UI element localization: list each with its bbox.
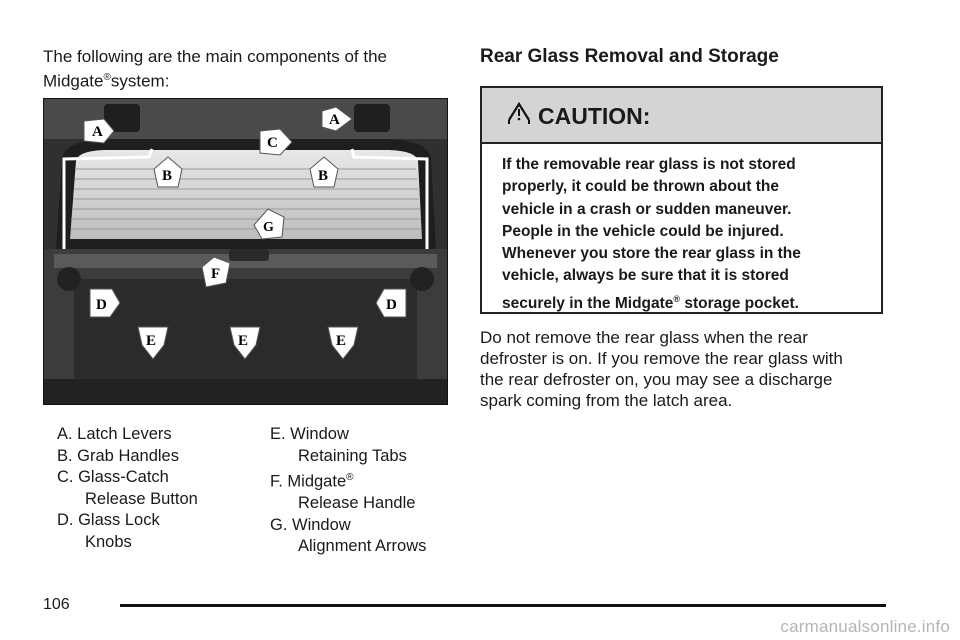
legend-item-e-cont: Retaining Tabs <box>298 446 407 465</box>
callout-letter: E <box>238 333 249 349</box>
legend-item-c-cont: Release Button <box>85 489 198 508</box>
callout-e-3 <box>326 325 360 366</box>
callout-e-2 <box>228 325 262 366</box>
watermark: carmanualsonline.info <box>780 617 950 636</box>
caution-line: People in the vehicle could be injured. <box>502 222 784 240</box>
caution-line-text: securely in the Midgate <box>502 294 674 312</box>
callout-e-1 <box>136 325 170 366</box>
legend-item-f-text: F. Midgate <box>270 472 347 491</box>
paragraph-line: Do not remove the rear glass when the rear <box>480 328 808 347</box>
caution-line: properly, it could be thrown about the <box>502 178 779 196</box>
legend-item-d-cont: Knobs <box>85 532 132 551</box>
caution-box <box>480 86 883 314</box>
registered-mark: ® <box>103 72 111 83</box>
legend-column-left <box>57 424 257 553</box>
callout-letter: A <box>92 124 103 140</box>
legend-item-b: B. Grab Handles <box>57 446 179 465</box>
callout-letter: E <box>146 333 157 349</box>
paragraph-line: defroster is on. If you remove the rear glass with <box>480 349 843 368</box>
callout-letter: E <box>336 333 347 349</box>
legend-item-f-cont: Release Handle <box>298 494 416 512</box>
caution-body <box>482 144 881 315</box>
intro-text-part: The following are the main components of the Midgate <box>43 47 387 91</box>
caution-header <box>482 88 881 144</box>
caution-line: Whenever you store the rear glass in the <box>502 245 801 263</box>
legend-item-d: D. Glass Lock <box>57 511 160 529</box>
legend-item-f <box>270 467 460 493</box>
section-heading: Rear Glass Removal and Storage <box>480 46 779 67</box>
page-number: 106 <box>43 596 70 613</box>
legend-item-e: E. Window <box>270 425 349 443</box>
caution-line: vehicle, always be sure that it is stored <box>502 267 789 285</box>
legend-item-g-cont: Alignment Arrows <box>298 537 427 555</box>
callout-d-right <box>374 287 408 324</box>
callout-letter: D <box>96 297 107 313</box>
callout-c <box>258 127 294 162</box>
caution-line-text: storage pocket. <box>680 294 799 312</box>
paragraph-line: spark coming from the latch area. <box>480 391 733 410</box>
caution-line: vehicle in a crash or sudden maneuver. <box>502 200 792 218</box>
callout-a-left <box>82 117 116 150</box>
callout-letter: D <box>386 297 397 313</box>
midgate-figure <box>43 98 448 405</box>
callout-letter: B <box>162 168 173 184</box>
caution-title: CAUTION: <box>538 103 651 129</box>
paragraph-line: the rear defroster on, you may see a discharge <box>480 370 833 389</box>
callout-letter: C <box>267 135 278 151</box>
callout-d-left <box>88 287 122 324</box>
caution-line: If the removable rear glass is not stored <box>502 156 796 173</box>
callout-letter: G <box>263 220 274 235</box>
callout-b-left <box>152 155 184 194</box>
intro-text-part: system: <box>110 71 170 91</box>
callout-g <box>252 207 286 246</box>
callout-a-right <box>320 105 354 138</box>
legend-item-g: G. Window <box>270 515 351 534</box>
intro-text <box>43 46 443 92</box>
body-paragraph <box>480 327 880 411</box>
callout-letter: F <box>211 266 221 282</box>
registered-mark: ® <box>673 293 681 304</box>
legend-item-a: A. Latch Levers <box>57 425 172 443</box>
caution-line <box>502 288 865 315</box>
legend-column-right <box>270 424 460 558</box>
caution-bracket-icon <box>505 100 533 128</box>
callout-letter: B <box>318 168 329 184</box>
legend-item-c: C. Glass-Catch <box>57 468 169 486</box>
footer-rule <box>120 604 886 607</box>
registered-mark: ® <box>346 472 354 483</box>
callout-b-right <box>308 155 340 194</box>
callout-f <box>200 255 232 294</box>
callout-letter: A <box>329 112 340 128</box>
